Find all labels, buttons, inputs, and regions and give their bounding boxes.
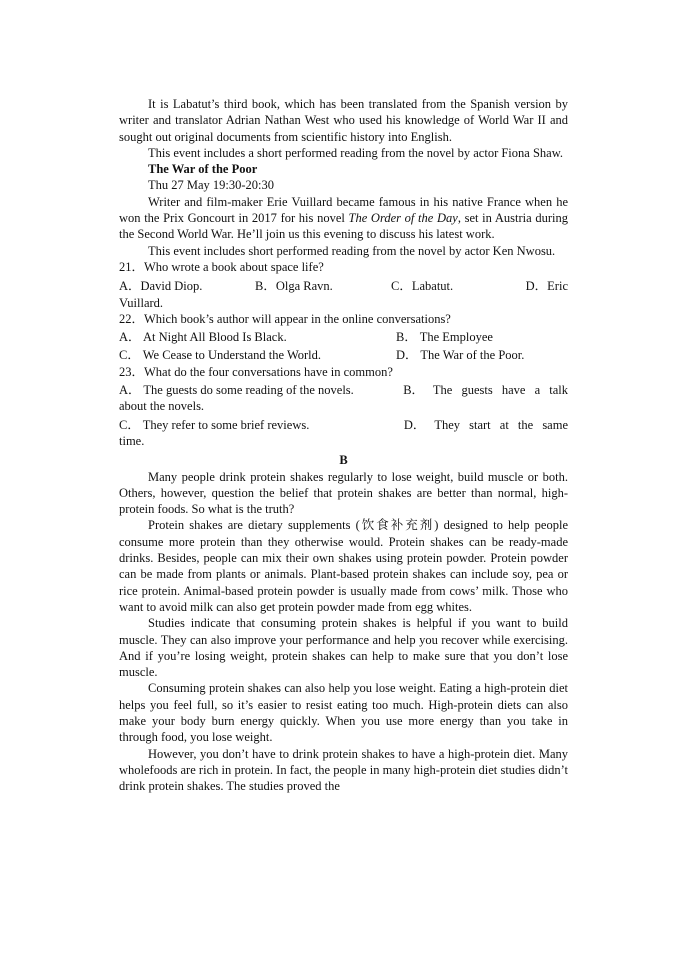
question-23-options-cd — [119, 417, 568, 433]
option-22-a: A． At Night All Blood Is Black. — [119, 330, 287, 345]
question-21-options — [119, 278, 568, 294]
option-23-b-continued: about the novels. — [119, 399, 205, 414]
paragraph-b-2: Protein shakes are dietary supplements (饮食补充剂) designed to help people consume more protein than they otherwise would. Protein shakes can be ready-made drinks. Besides, people can mix their own shakes using protein powder. Protein powder can be made from plants or animals. Plant-based protein shakes can include soy, pea or rice protein. Animal-based protein powder is usually made from cows’ milk. Those who want to avoid milk can also get protein powder made from egg whites. — [119, 518, 568, 614]
paragraph-fiona-shaw: This event includes a short performed reading from the novel by actor Fiona Shaw. — [148, 145, 564, 160]
question-22-options-ab — [119, 329, 568, 345]
question-22-options-cd — [119, 347, 568, 363]
paragraph-vuillard — [119, 194, 568, 243]
option-23-a: A． The guests do some reading of the novels. — [119, 383, 354, 398]
paragraph-b-5: However, you don’t have to drink protein shakes to have a high-protein diet. Many wholefoods are rich in protein. In fact, the people in many high-protein diet studies didn’t drink protein shakes. The studies proved the — [119, 746, 568, 794]
option-21-b: B．Olga Ravn. — [255, 279, 333, 294]
question-22-stem: 22．Which book’s author will appear in the online conversations? — [119, 311, 451, 326]
paragraph-b-3: Studies indicate that consuming protein shakes is helpful if you want to build muscle. They can also improve your performance and help you recover while exercising. And if you’re losing weight, protein shakes can help to make sure that you don’t lose muscle. — [119, 616, 568, 680]
text-vuillard-1: Writer and film-maker Erie Vuillard became famous in his native France when he won the Prix Goncourt in 2017 for his novel — [119, 194, 568, 226]
document-page — [119, 96, 568, 794]
question-23-options-ab — [119, 382, 568, 398]
option-21-c: C．Labatut. — [391, 279, 454, 294]
text-vuillard-2: , set in Austria during the Second World War. He’ll join us this evening to discuss his latest work. — [119, 211, 568, 242]
option-22-c: C． We Cease to Understand the World. — [119, 348, 322, 363]
option-21-d-continued: Vuillard. — [119, 295, 164, 310]
option-22-b: B． The Employee — [396, 330, 493, 345]
paragraph-b-1: Many people drink protein shakes regularly to lose weight, build muscle or both. Others, however, question the belief that protein shakes are better than normal, high-protein foods. So what is the truth? — [119, 469, 568, 517]
option-23-d: D． They start at the same — [403, 417, 568, 432]
event-title: The War of the Poor — [148, 162, 258, 177]
option-23-c: C． They refer to some brief reviews. — [119, 417, 310, 432]
option-23-d-continued: time. — [119, 433, 145, 448]
event-time: Thu 27 May 19:30-20:30 — [148, 178, 275, 193]
paragraph-labatut: It is Labatut’s third book, which has been translated from the Spanish version by writer and translator Adrian Nathan West who used his knowledge of World War II and sought out original documents from scientific history into English. — [119, 97, 568, 144]
novel-title: The Order of the Day — [348, 211, 458, 226]
option-21-a: A．David Diop. — [119, 279, 203, 294]
paragraph-ken-nwosu: This event includes short performed reading from the novel by actor Ken Nwosu. — [148, 243, 556, 258]
question-23-stem: 23．What do the four conversations have in common? — [119, 364, 393, 379]
option-21-d: D．Eric — [525, 279, 568, 294]
paragraph-b-4: Consuming protein shakes can also help you lose weight. Eating a high-protein diet helps you feel full, so it’s easier to resist eating too much. High-protein diets can also make your body burn energy quickly. When you use more energy than you take in through food, you lose weight. — [119, 681, 568, 745]
option-22-d: D． The War of the Poor. — [396, 348, 525, 363]
question-21-stem: 21．Who wrote a book about space life? — [119, 259, 324, 274]
option-23-b: B． The guests have a talk — [403, 383, 568, 398]
passage-b-heading: B — [339, 453, 348, 468]
